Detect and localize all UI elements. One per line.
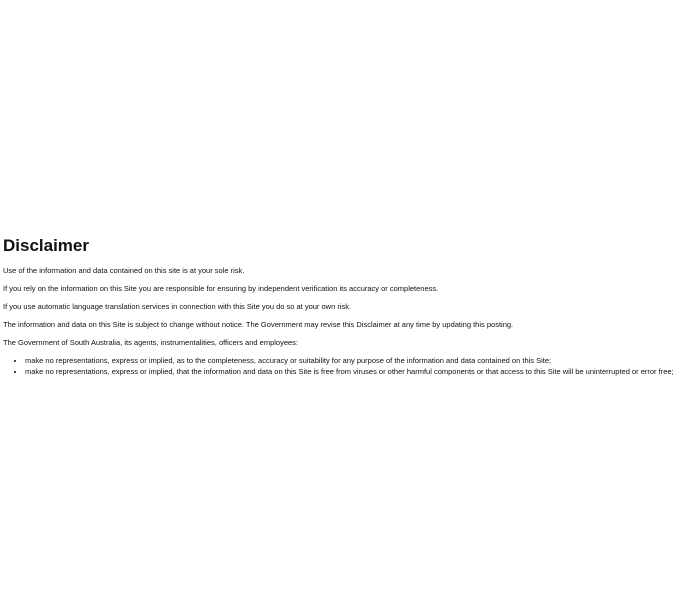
disclaimer-section	[3, 236, 674, 376]
paragraph-sole-risk: Use of the information and data contained on this site is at your sole risk.	[3, 266, 245, 275]
list-item: • make no representations, express or implied, as to the completeness, accuracy or suitability for any purpose of the information and data contained on this Site;	[25, 356, 600, 366]
disclaimer-list	[3, 356, 674, 377]
page-title: Disclaimer	[3, 236, 89, 255]
paragraph-translation-services: If you use automatic language translation services in connection with this Site you do so at your own risk.	[3, 302, 352, 311]
paragraph-government-intro: The Government of South Australia, its agents, instrumentalities, officers and employees:	[3, 338, 299, 347]
paragraph-independent-verification: If you rely on the information on this Site you are responsible for ensuring by independent verification its accuracy or completeness.	[3, 284, 439, 293]
list-item: • make no representations, express or implied, that the information and data on this Site is free from viruses or other harmful components or that access to this Site will be uninterrupted or error free;	[25, 367, 600, 377]
paragraph-change-notice: The information and data on this Site is subject to change without notice. The Government may revise this Disclaimer at any time by updating this posting.	[3, 320, 514, 329]
